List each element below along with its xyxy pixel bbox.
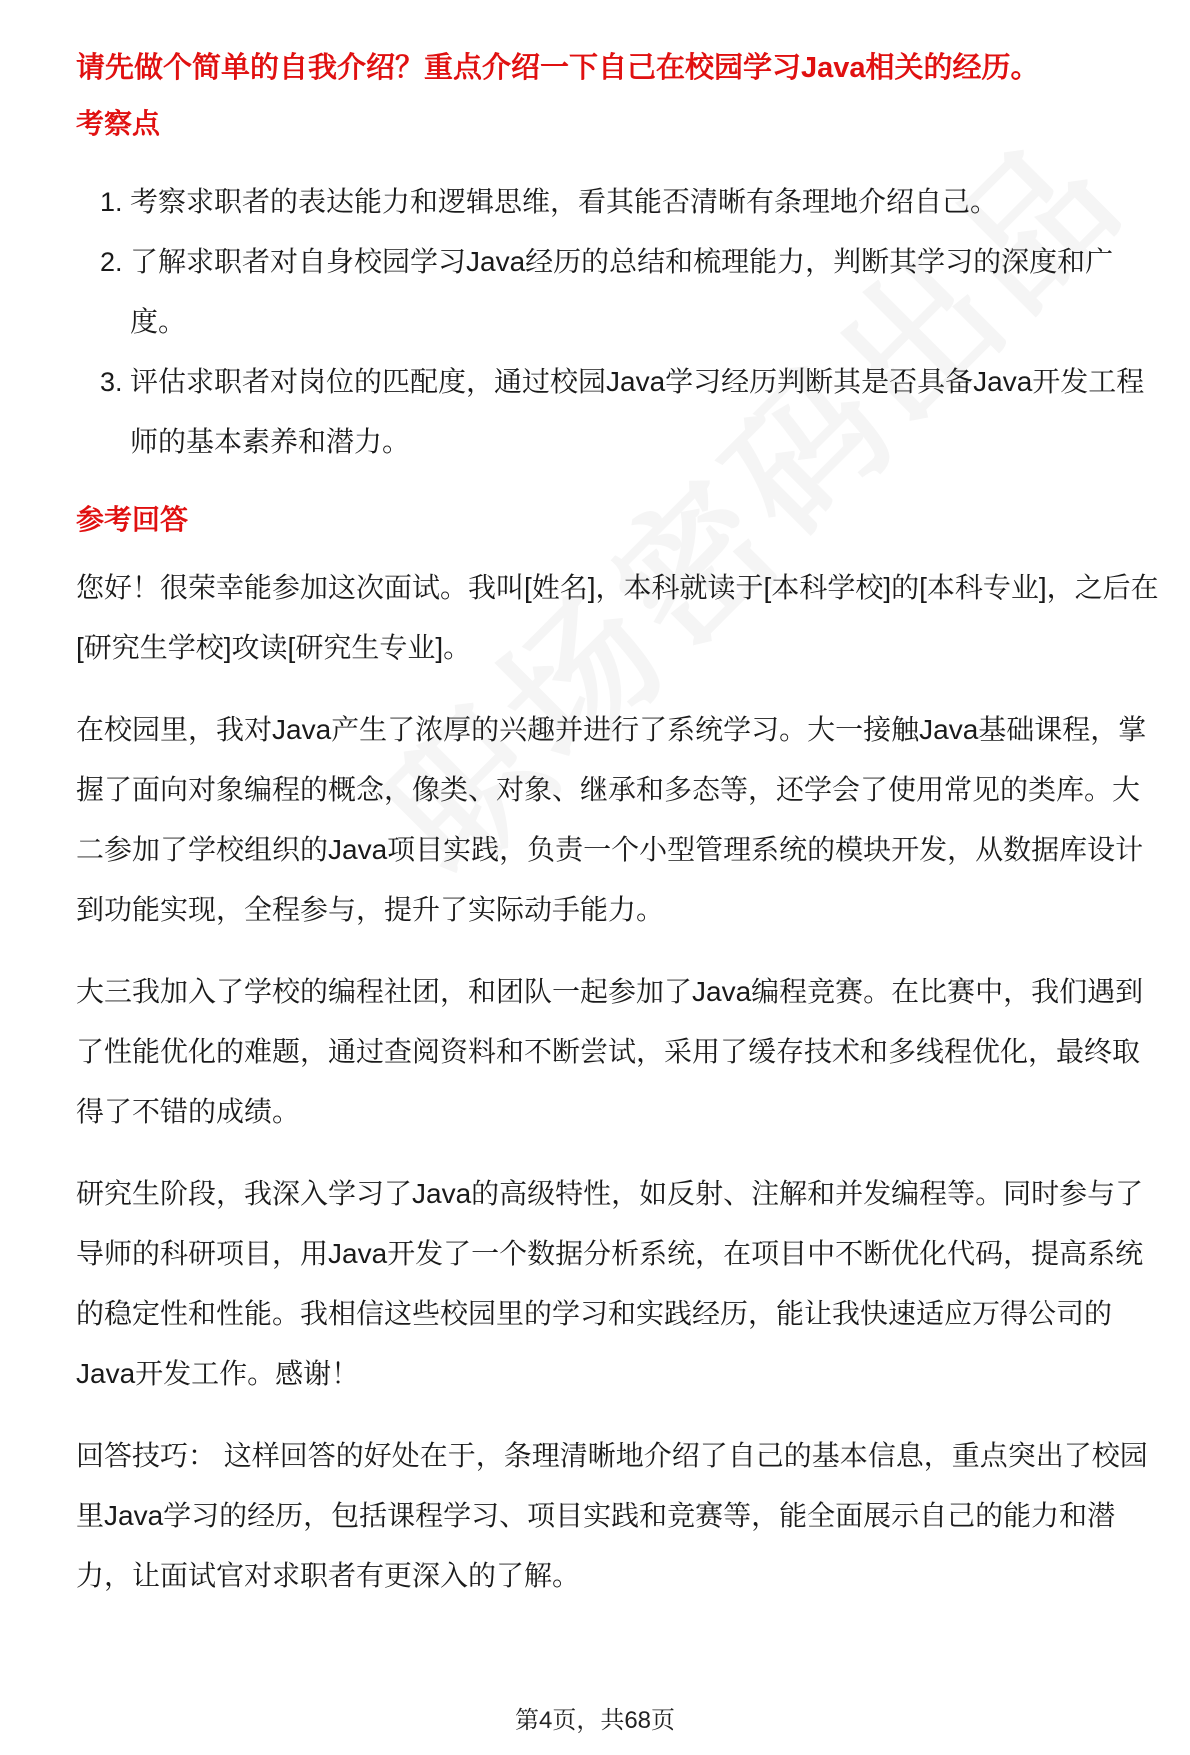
document-content xyxy=(76,48,1166,1606)
focus-point-item: 3. 评估求职者对岗位的匹配度，通过校园Java学习经历判断其是否具备Java开发工程师的基本素养和潜力。 xyxy=(130,352,1166,472)
answer-section-title: 参考回答 xyxy=(76,504,189,535)
question-heading: 请先做个简单的自我介绍？重点介绍一下自己在校园学习Java相关的经历。 xyxy=(76,52,1040,84)
page-number-footer: 第4页，共68页 xyxy=(514,1707,676,1734)
answer-tips-paragraph: 回答技巧： 这样回答的好处在于，条理清晰地介绍了自己的基本信息，重点突出了校园里Java学习的经历，包括课程学习、项目实践和竞赛等，能全面展示自己的能力和潜力，让面试官对求职者有更深入的了解。 xyxy=(76,1440,1148,1591)
focus-point-item: 1. 考察求职者的表达能力和逻辑思维，看其能否清晰有条理地介绍自己。 xyxy=(130,172,1166,232)
answer-paragraph: 在校园里，我对Java产生了浓厚的兴趣并进行了系统学习。大一接触Java基础课程，掌握了面向对象编程的概念，像类、对象、继承和多态等，还学会了使用常见的类库。大二参加了学校组织的Java项目实践，负责一个小型管理系统的模块开发，从数据库设计到功能实现，全程参与，提升了实际动手能力。 xyxy=(76,714,1147,925)
answer-paragraph: 研究生阶段，我深入学习了Java的高级特性，如反射、注解和并发编程等。同时参与了导师的科研项目，用Java开发了一个数据分析系统，在项目中不断优化代码，提高系统的稳定性和性能。我相信这些校园里的学习和实践经历，能让我快速适应万得公司的Java开发工作。感谢！ xyxy=(76,1178,1144,1389)
answer-paragraph: 您好！很荣幸能参加这次面试。我叫[姓名]，本科就读于[本科学校]的[本科专业]，之后在[研究生学校]攻读[研究生专业]。 xyxy=(76,572,1159,663)
focus-point-list xyxy=(76,172,1166,472)
answer-paragraph: 大三我加入了学校的编程社团，和团队一起参加了Java编程竞赛。在比赛中，我们遇到了性能优化的难题，通过查阅资料和不断尝试，采用了缓存技术和多线程优化，最终取得了不错的成绩。 xyxy=(76,976,1144,1127)
focus-point-item: 2. 了解求职者对自身校园学习Java经历的总结和梳理能力，判断其学习的深度和广度。 xyxy=(130,232,1166,352)
focus-section-title: 考察点 xyxy=(76,108,161,139)
